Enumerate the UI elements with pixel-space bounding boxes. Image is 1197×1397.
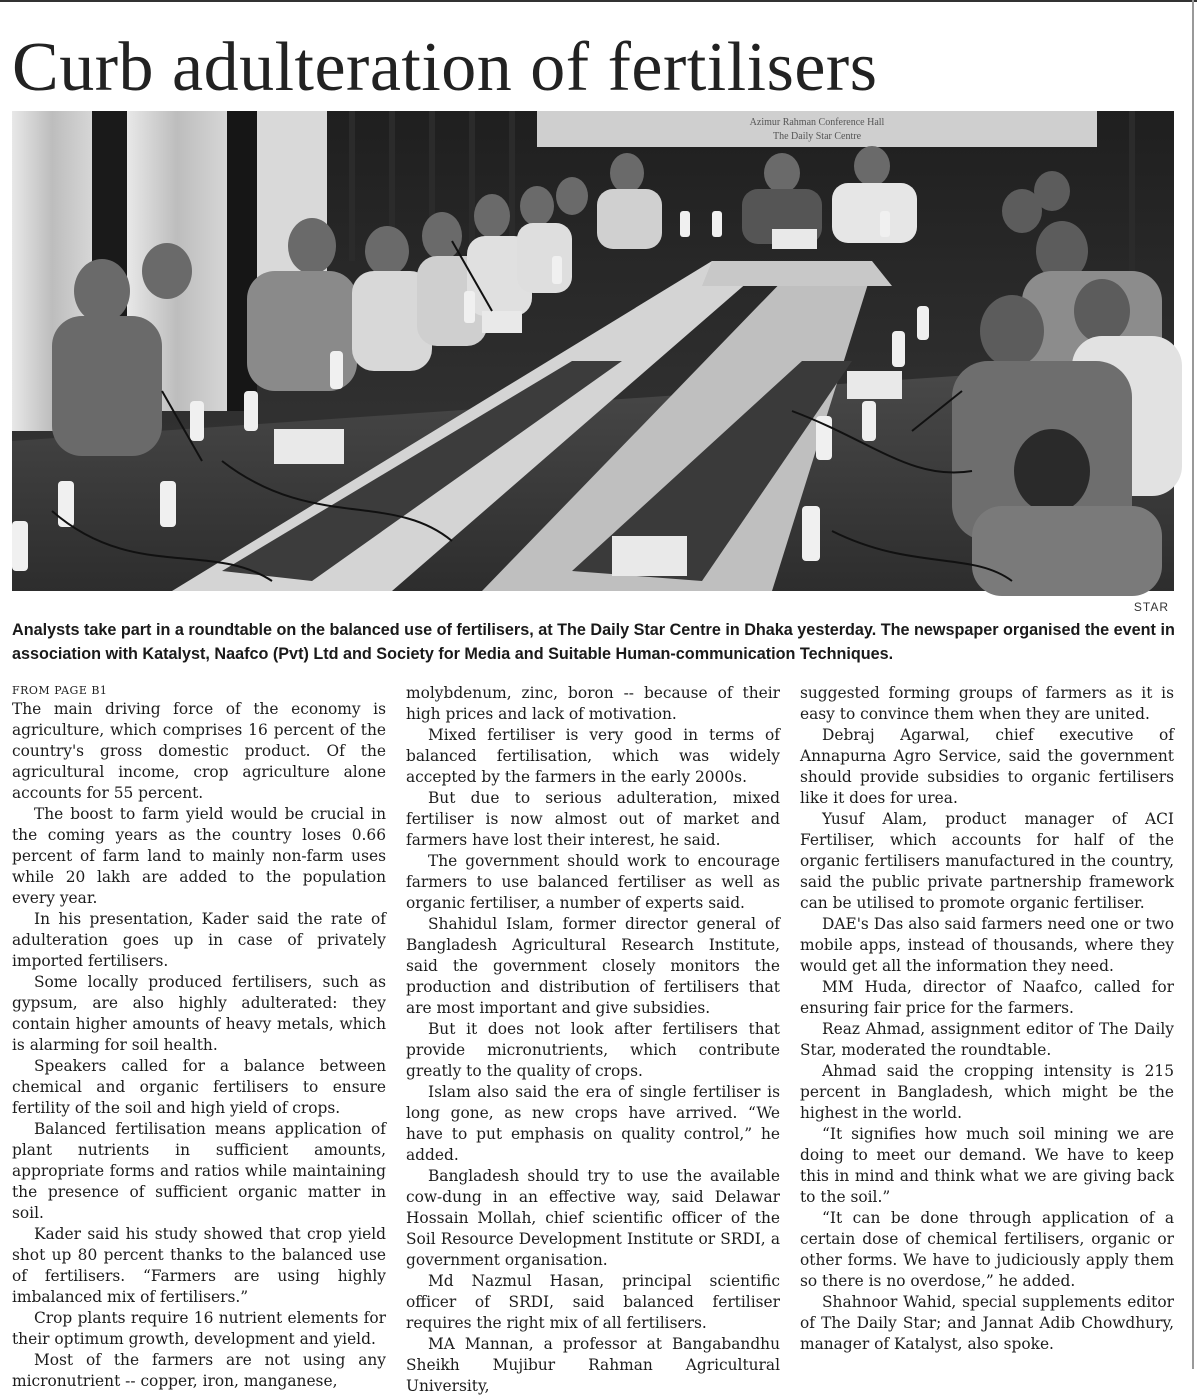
paragraph: suggested forming groups of farmers as it is easy to convince them when they are united. [800,684,1174,723]
paragraph: Speakers called for a balance between chemical and organic fertilisers to ensure fertility of the soil and high yield of crops. [12,1057,386,1117]
paragraph: Reaz Ahmad, assignment editor of The Daily Star, moderated the roundtable. [800,1020,1174,1059]
paragraph: Bangladesh should try to use the available cow-dung in an effective way, said Delawar Hossain Mollah, chief scientific officer of the Soil Resource Development Institute or SRDI, a government organisation. [406,1167,780,1269]
paragraph: Debraj Agarwal, chief executive of Annapurna Agro Service, said the government should provide subsidies to organic fertilisers like it does for urea. [800,726,1174,807]
paragraph: Crop plants require 16 nutrient elements for their optimum growth, development and yield. [12,1309,386,1348]
paragraph: Shahidul Islam, former director general of Bangladesh Agricultural Research Institute, said the government closely monitors the production and distribution of fertilisers that are most important and give subsidies. [406,915,780,1017]
paragraph: Islam also said the era of single fertiliser is long gone, as new crops have arrived. “We have to put emphasis on quality control,” he added. [406,1083,780,1164]
roundtable-photo [12,111,1174,591]
paragraph: But due to serious adulteration, mixed fertiliser is now almost out of market and farmers have lost their interest, he said. [406,789,780,849]
paragraph: molybdenum, zinc, boron -- because of their high prices and lack of motivation. [406,684,780,723]
paragraph: Balanced fertilisation means application of plant nutrients in sufficient amounts, appropriate forms and ratios while maintaining the presence of sufficient organic matter in soil. [12,1120,386,1222]
paragraph: In his presentation, Kader said the rate of adulteration goes up in case of privately imported fertilisers. [12,910,386,970]
paragraph: Most of the farmers are not using any micronutrient -- copper, iron, manganese, [12,1351,386,1390]
paragraph: The government should work to encourage farmers to use balanced fertiliser as well as organic fertiliser, a number of experts said. [406,852,780,912]
paragraph: MM Huda, director of Naafco, called for ensuring fair price for the farmers. [800,978,1174,1017]
paragraph: DAE's Das also said farmers need one or two mobile apps, instead of thousands, where they would get all the information they need. [800,915,1174,975]
banner-line-1: Azimur Rahman Conference Hall [749,117,885,128]
column-1 [12,683,386,1390]
top-rule [0,0,1197,2]
column-2 [406,683,780,1395]
column-3 [800,683,1174,1365]
photo-caption: Analysts take part in a roundtable on the balanced use of fertilisers, at The Daily Star Centre in Dhaka yesterday. The newspaper organised the event in association with Katalyst, Naafco (Pvt) Ltd and Society for Media and Suitable Human-communication Techniques. [12,621,1175,663]
banner-line-2: The Daily Star Centre [772,131,862,142]
article-body [12,683,1175,1395]
paragraph: Kader said his study showed that crop yield shot up 80 percent thanks to the balanced use of fertilisers. “Farmers are using highly imbalanced mix of fertilisers.” [12,1225,386,1306]
paragraph: But it does not look after fertilisers that provide micronutrients, which contribute greatly to the quality of crops. [406,1020,780,1080]
paragraph: MA Mannan, a professor at Bangabandhu Sheikh Mujibur Rahman Agricultural University, [406,1335,780,1395]
paragraph: Yusuf Alam, product manager of ACI Fertiliser, which accounts for half of the organic fertilisers manufactured in the country, said the public private partnership framework can be utilised to promote organic fertiliser. [800,810,1174,912]
paragraph: Ahmad said the cropping intensity is 215 percent in Bangladesh, which might be the highest in the world. [800,1062,1174,1122]
paragraph: “It signifies how much soil mining we are doing to meet our demand. We have to keep this in mind and think what we are giving back to the soil.” [800,1125,1174,1206]
paragraph: “It can be done through application of a certain dose of chemical fertilisers, organic or other forms. We have to judiciously apply them so there is no overdose,” he added. [800,1209,1174,1290]
paragraph: The boost to farm yield would be crucial in the coming years as the country loses 0.66 percent of farm land to mainly non-farm uses while 20 lakh are added to the population every year. [12,805,386,907]
paragraph: Shahnoor Wahid, special supplements editor of The Daily Star; and Jannat Adib Chowdhury, manager of Katalyst, also spoke. [800,1293,1174,1353]
photo-credit: STAR [1133,600,1169,614]
paragraph: Mixed fertiliser is very good in terms of balanced fertilisation, which was widely accepted by the farmers in the early 2000s. [406,726,780,786]
paragraph: The main driving force of the economy is agriculture, which comprises 16 percent of the country's gross domestic product. Of the agricultural income, crop agriculture alone accounts for 55 percent. [12,700,386,802]
paragraph: Md Nazmul Hasan, principal scientific officer of SRDI, said balanced fertiliser requires the right mix of all fertilisers. [406,1272,780,1332]
headline: Curb adulteration of fertilisers [12,29,878,106]
jump-line: FROM PAGE B1 [12,684,108,697]
paragraph: Some locally produced fertilisers, such as gypsum, are also highly adulterated: they contain higher amounts of heavy metals, which is alarming for soil health. [12,973,386,1054]
column-rule [1192,0,1194,1369]
